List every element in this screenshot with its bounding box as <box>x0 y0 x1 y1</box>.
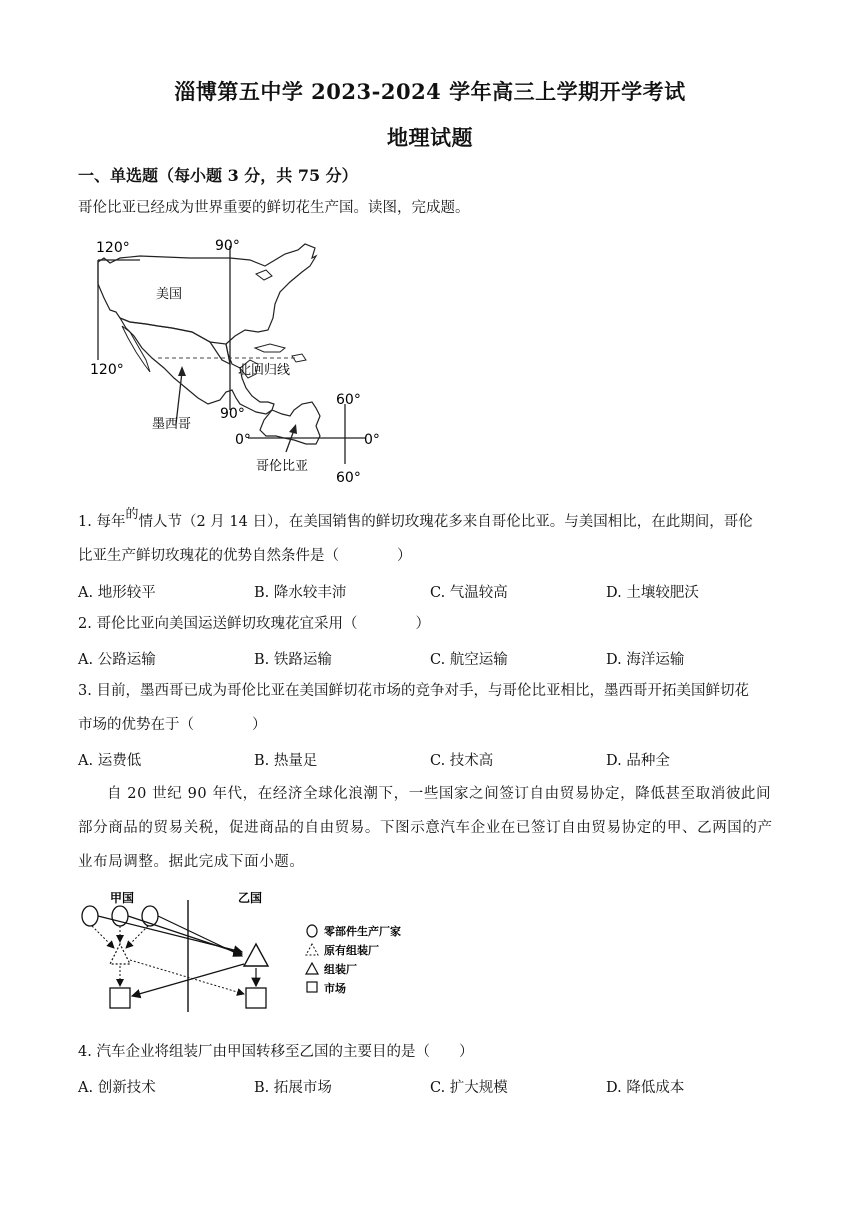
q4-option-c[interactable]: C. 扩大规模 <box>430 1080 508 1096</box>
q3-option-a[interactable]: A. 运费低 <box>78 753 142 769</box>
label-country-a: 甲国 <box>110 891 135 905</box>
label-0-left: 0° <box>235 432 251 448</box>
label-mexico: 墨西哥 <box>152 417 192 432</box>
legend-triangle-icon <box>306 963 318 974</box>
legend-market: 市场 <box>324 982 346 995</box>
q3-option-d[interactable]: D. 品种全 <box>606 753 670 769</box>
legend-original-assembly: 原有组装厂 <box>324 944 379 957</box>
question-3-line2: 市场的优势在于（ ） <box>78 717 267 733</box>
label-120-top: 120° <box>96 240 130 256</box>
colombia-arrow <box>286 430 294 452</box>
intro-text-2: 自 20 世纪 90 年代，在经济全球化浪潮下，一些国家之间签订自由贸易协定，降低甚至取消彼此间部分商品的贸易关税，促进商品的自由贸易。下图示意汽车企业在已签订自由贸易协定的甲、乙两国的产业布局调整。据此完成下面小题。 <box>78 786 773 870</box>
parts-factory-1 <box>82 906 98 926</box>
q4-option-a[interactable]: A. 创新技术 <box>78 1080 156 1096</box>
label-90-top: 90° <box>215 238 240 254</box>
page-title: 淄博第五中学 2023-2024 学年高三上学期开学考试 <box>174 79 686 104</box>
market-a <box>110 988 130 1008</box>
q3-option-b[interactable]: B. 热量足 <box>254 753 318 769</box>
usa-outline <box>98 244 316 364</box>
q1-option-b[interactable]: B. 降水较丰沛 <box>254 585 347 601</box>
q3-option-c[interactable]: C. 技术高 <box>430 753 494 769</box>
colombia-arrowhead <box>289 424 297 434</box>
section-heading: 一、单选题（每小题 3 分，共 75 分） <box>78 166 358 185</box>
cuba-outline <box>255 344 285 352</box>
label-120-bottom: 120° <box>90 362 124 378</box>
question-1-line2: 比亚生产鲜切玫瑰花的优势自然条件是（ ） <box>78 548 412 564</box>
label-60-top: 60° <box>336 392 361 408</box>
label-60-bottom: 60° <box>336 470 361 486</box>
q1-text-a: 1. 每年 <box>78 514 126 530</box>
legend-dashed-triangle-icon <box>306 944 318 955</box>
q1-option-c[interactable]: C. 气温较高 <box>430 585 508 601</box>
q2-option-d[interactable]: D. 海洋运输 <box>606 652 685 668</box>
label-tropic: 北回归线 <box>238 363 291 378</box>
legend-parts: 零部件生产厂家 <box>324 925 401 938</box>
lakes-outline <box>256 270 272 280</box>
page-subtitle: 地理试题 <box>387 125 473 150</box>
label-country-b: 乙国 <box>238 891 263 905</box>
q1-text-b: 情人节（2 月 14 日），在美国销售的鲜切玫瑰花多来自哥伦比亚。与美国相比，在此期间，哥伦 <box>138 514 753 530</box>
industry-layout-diagram <box>78 886 438 1016</box>
question-3-line1: 3. 目前，墨西哥已成为哥伦比亚在美国鲜切花市场的竞争对手，与哥伦比亚相比，墨西哥开拓美国鲜切花 <box>78 683 749 699</box>
label-90-bottom: 90° <box>220 406 245 422</box>
question-4: 4. 汽车企业将组装厂由甲国转移至乙国的主要目的是（ ） <box>78 1044 474 1060</box>
q1-option-a[interactable]: A. 地形较平 <box>78 585 156 601</box>
market-b <box>246 988 266 1008</box>
q1-option-d[interactable]: D. 土壤较肥沃 <box>606 585 699 601</box>
intro-text-1: 哥伦比亚已经成为世界重要的鲜切花生产国。读图，完成题。 <box>78 200 470 216</box>
q4-option-d[interactable]: D. 降低成本 <box>606 1080 685 1096</box>
question-2: 2. 哥伦比亚向美国运送鲜切玫瑰花宜采用（ ） <box>78 616 430 632</box>
americas-map <box>80 232 390 494</box>
q4-option-b[interactable]: B. 拓展市场 <box>254 1080 332 1096</box>
legend-circle-icon <box>307 925 317 937</box>
q2-option-b[interactable]: B. 铁路运输 <box>254 652 332 668</box>
q2-option-c[interactable]: C. 航空运输 <box>430 652 508 668</box>
label-0-right: 0° <box>364 432 380 448</box>
mexico-arrowhead <box>178 366 186 376</box>
q1-sup: 的 <box>125 507 139 522</box>
label-colombia: 哥伦比亚 <box>256 459 309 474</box>
question-1-line1 <box>78 507 753 533</box>
baja-outline <box>122 326 150 372</box>
legend-assembly: 组装厂 <box>324 963 357 976</box>
label-usa: 美国 <box>156 287 183 302</box>
assembly-plant <box>244 944 268 966</box>
q2-option-a[interactable]: A. 公路运输 <box>78 652 156 668</box>
legend-square-icon <box>307 982 317 992</box>
